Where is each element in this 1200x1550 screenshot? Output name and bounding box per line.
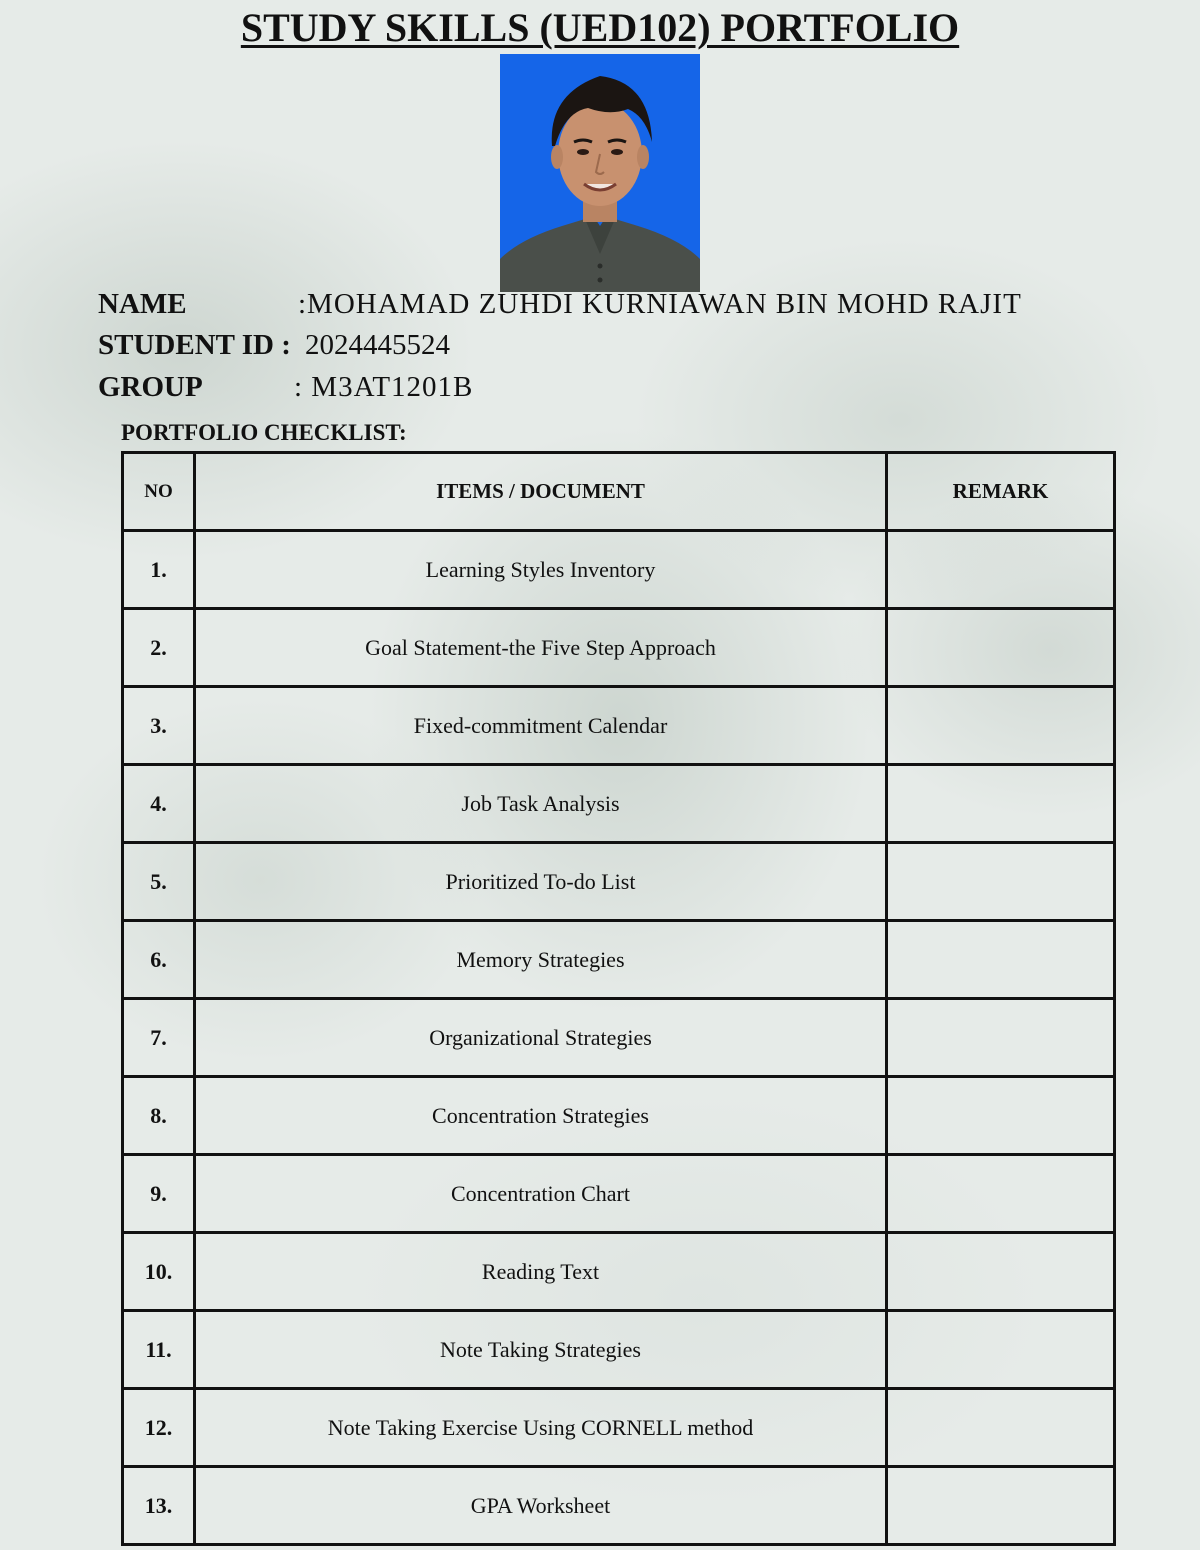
table-row — [123, 1467, 1115, 1545]
checklist-item-number: 5. — [123, 843, 195, 921]
checklist-item-name: Reading Text — [195, 1233, 887, 1311]
table-row — [123, 609, 1115, 687]
checklist-item-remark — [887, 531, 1115, 609]
checklist-item-number: 4. — [123, 765, 195, 843]
checklist-item-remark — [887, 1233, 1115, 1311]
table-row — [123, 1389, 1115, 1467]
column-header-no: NO — [123, 453, 195, 531]
checklist-item-remark — [887, 609, 1115, 687]
checklist-item-remark — [887, 921, 1115, 999]
name-value: :MOHAMAD ZUHDI KURNIAWAN BIN MOHD RAJIT — [298, 288, 1022, 320]
checklist-item-number: 10. — [123, 1233, 195, 1311]
checklist-item-number: 11. — [123, 1311, 195, 1389]
portfolio-checklist-table — [121, 451, 1116, 1546]
checklist-item-name: Memory Strategies — [195, 921, 887, 999]
checklist-item-number: 9. — [123, 1155, 195, 1233]
column-header-items: ITEMS / DOCUMENT — [195, 453, 887, 531]
student-portrait-icon — [500, 54, 700, 292]
column-header-remark: REMARK — [887, 453, 1115, 531]
checklist-item-remark — [887, 1467, 1115, 1545]
checklist-item-name: Goal Statement-the Five Step Approach — [195, 609, 887, 687]
checklist-item-name: Concentration Strategies — [195, 1077, 887, 1155]
table-row — [123, 1155, 1115, 1233]
page-title: STUDY SKILLS (UED102) PORTFOLIO — [240, 5, 960, 50]
table-header-row — [123, 453, 1115, 531]
group-value: : M3AT1201B — [294, 371, 474, 403]
checklist-item-number: 13. — [123, 1467, 195, 1545]
checklist-item-number: 2. — [123, 609, 195, 687]
checklist-item-remark — [887, 1155, 1115, 1233]
table-row — [123, 843, 1115, 921]
checklist-item-number: 7. — [123, 999, 195, 1077]
group-label: GROUP — [98, 371, 203, 403]
checklist-item-name: Note Taking Exercise Using CORNELL method — [195, 1389, 887, 1467]
table-row — [123, 921, 1115, 999]
table-row — [123, 1077, 1115, 1155]
checklist-item-name: Note Taking Strategies — [195, 1311, 887, 1389]
checklist-item-name: Job Task Analysis — [195, 765, 887, 843]
checklist-item-name: Prioritized To-do List — [195, 843, 887, 921]
table-row — [123, 999, 1115, 1077]
checklist-item-number: 3. — [123, 687, 195, 765]
checklist-item-number: 1. — [123, 531, 195, 609]
checklist-item-remark — [887, 1077, 1115, 1155]
table-row — [123, 1233, 1115, 1311]
table-row — [123, 687, 1115, 765]
table-row — [123, 765, 1115, 843]
checklist-item-name: GPA Worksheet — [195, 1467, 887, 1545]
checklist-item-name: Organizational Strategies — [195, 999, 887, 1077]
checklist-item-name: Learning Styles Inventory — [195, 531, 887, 609]
student-id-value: 2024445524 — [305, 329, 450, 361]
checklist-item-remark — [887, 1389, 1115, 1467]
checklist-item-name: Concentration Chart — [195, 1155, 887, 1233]
student-photo — [500, 54, 700, 292]
checklist-item-remark — [887, 999, 1115, 1077]
checklist-item-number: 12. — [123, 1389, 195, 1467]
checklist-item-remark — [887, 1311, 1115, 1389]
student-id-label: STUDENT ID : — [98, 329, 291, 361]
checklist-item-remark — [887, 765, 1115, 843]
checklist-item-remark — [887, 843, 1115, 921]
name-label: NAME — [98, 288, 187, 320]
table-row — [123, 1311, 1115, 1389]
checklist-item-remark — [887, 687, 1115, 765]
checklist-item-name: Fixed-commitment Calendar — [195, 687, 887, 765]
checklist-item-number: 6. — [123, 921, 195, 999]
checklist-heading: PORTFOLIO CHECKLIST: — [121, 420, 407, 445]
table-row — [123, 531, 1115, 609]
checklist-item-number: 8. — [123, 1077, 195, 1155]
